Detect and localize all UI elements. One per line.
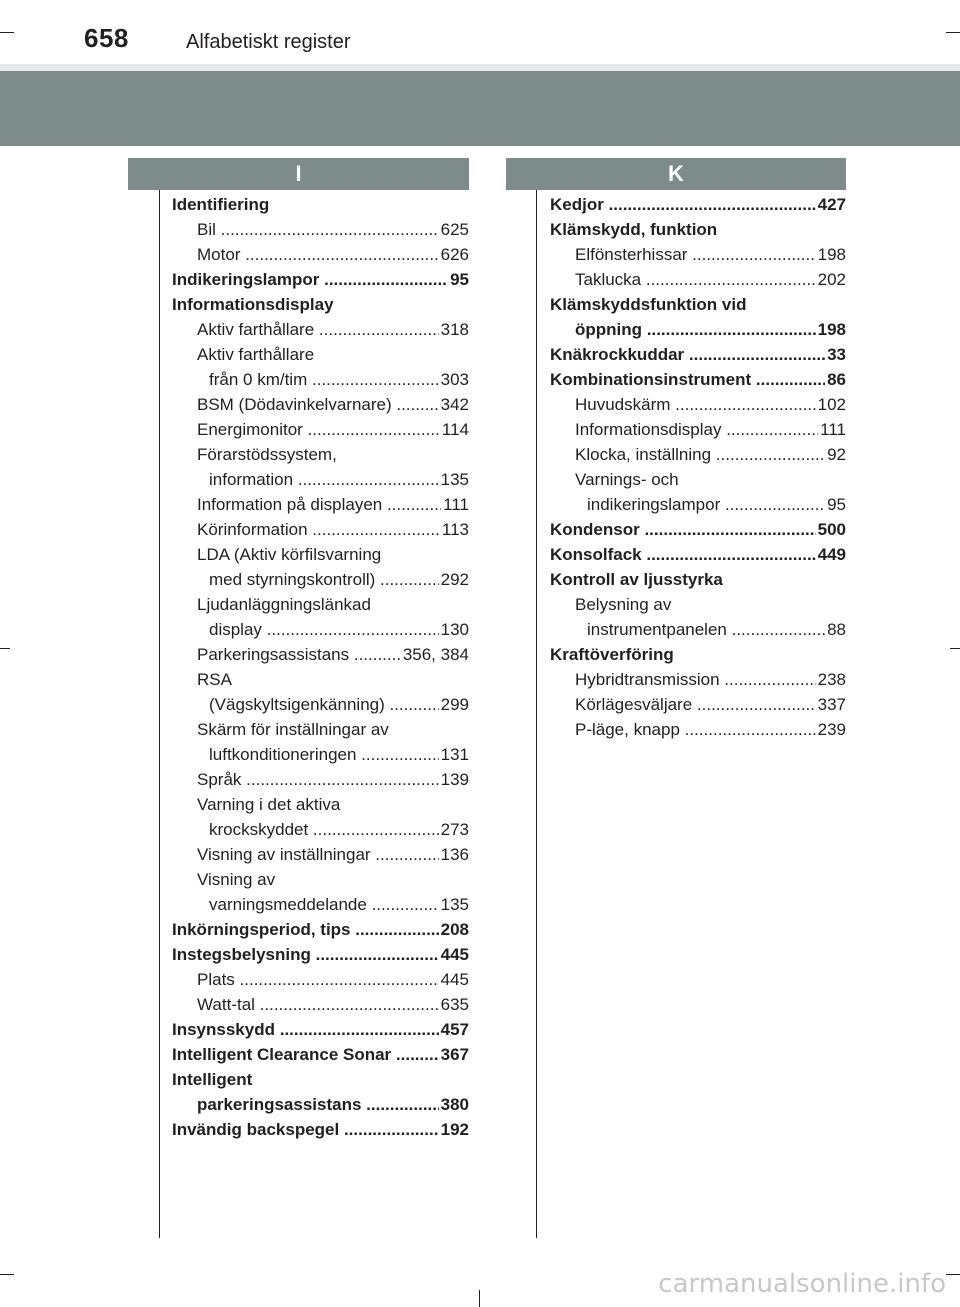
index-entry-label: Knäkrockkuddar ..... xyxy=(550,342,846,367)
watermark: carmanualsonline.info xyxy=(658,1269,946,1299)
index-entry xyxy=(172,667,469,692)
index-entry-page: 626 xyxy=(439,242,469,267)
index-entry-label: Kombinationsinstrument ..... xyxy=(550,367,846,392)
index-entry-page: 135 xyxy=(439,467,469,492)
index-entry-page: 111 xyxy=(818,417,846,442)
index-entry xyxy=(172,242,469,267)
index-entry xyxy=(172,442,469,467)
index-entry-label: Förarstödssystem, xyxy=(197,445,337,464)
index-entry xyxy=(172,342,469,367)
index-entry-label: P-läge, knapp ..... xyxy=(575,717,846,742)
index-entry xyxy=(550,567,846,592)
index-entry xyxy=(172,1042,469,1067)
index-entry xyxy=(172,792,469,817)
index-entry-label: med styrningskontroll) ..... xyxy=(209,567,469,592)
index-entry-page: 292 xyxy=(439,567,469,592)
index-entry-label: Belysning av xyxy=(575,595,672,614)
index-entry-page: 273 xyxy=(439,817,469,842)
index-entry-label: LDA (Aktiv körfilsvarning xyxy=(197,545,382,564)
index-entry xyxy=(172,567,469,592)
index-entry xyxy=(172,517,469,542)
index-entry-label: varningsmeddelande ..... xyxy=(209,892,469,917)
index-entry-page: 113 xyxy=(440,517,469,542)
index-entry xyxy=(172,417,469,442)
index-entry-page: 318 xyxy=(439,317,469,342)
right-column-rule xyxy=(536,190,537,1238)
index-entry-page: 457 xyxy=(439,1017,469,1042)
index-entry-label: Klocka, inställning ..... xyxy=(575,442,846,467)
index-entry xyxy=(172,1017,469,1042)
index-entry xyxy=(172,292,469,317)
crop-mark xyxy=(946,32,960,33)
index-entry-page: 198 xyxy=(816,242,846,267)
index-entry xyxy=(172,867,469,892)
index-entry xyxy=(550,717,846,742)
index-entry-page: 198 xyxy=(816,317,846,342)
index-entry xyxy=(550,342,846,367)
index-entry-page: 445 xyxy=(439,967,469,992)
index-entry-page: 299 xyxy=(439,692,469,717)
index-entry-page: 500 xyxy=(816,517,846,542)
index-entry-page: 102 xyxy=(816,392,846,417)
index-entry xyxy=(550,417,846,442)
index-entry xyxy=(550,392,846,417)
index-entry xyxy=(172,892,469,917)
page-number: 658 xyxy=(84,23,129,53)
letter-header-i: I xyxy=(128,158,469,190)
index-entry-page: 367 xyxy=(439,1042,469,1067)
index-entry-label: Körlägesväljare ..... xyxy=(575,692,846,717)
index-entry xyxy=(172,967,469,992)
index-entry-page: 635 xyxy=(439,992,469,1017)
index-entry xyxy=(550,592,846,617)
index-entry-page: 239 xyxy=(816,717,846,742)
index-entry xyxy=(550,242,846,267)
index-entry xyxy=(550,517,846,542)
index-entry xyxy=(550,267,846,292)
index-entry xyxy=(172,767,469,792)
index-entry-label: Parkeringsassistans ..... xyxy=(197,642,469,667)
index-entry-label: Watt-tal ..... xyxy=(197,992,469,1017)
crop-mark xyxy=(0,1274,14,1275)
index-entry-label: Aktiv farthållare xyxy=(197,345,315,364)
index-entry xyxy=(172,267,469,292)
index-entry-page: 130 xyxy=(439,617,469,642)
index-entry-page: 92 xyxy=(825,442,846,467)
crop-mark xyxy=(0,32,14,33)
index-entry-label: Körinformation ..... xyxy=(197,517,469,542)
index-entry-page: 111 xyxy=(441,492,469,517)
index-entry xyxy=(172,692,469,717)
index-entry xyxy=(550,192,846,217)
index-entry xyxy=(172,717,469,742)
index-entry xyxy=(172,917,469,942)
index-entry-page: 33 xyxy=(825,342,846,367)
index-entry xyxy=(172,467,469,492)
index-entry-label: öppning ..... xyxy=(575,317,846,342)
index-entry-label: BSM (Dödavinkelvarnare) ..... xyxy=(197,392,469,417)
index-column-k xyxy=(550,192,846,742)
index-entry-page: 131 xyxy=(439,742,469,767)
index-entry-label: Klämskyddsfunktion vid xyxy=(550,295,747,314)
index-entry-page: 114 xyxy=(440,417,469,442)
index-entry-label: Intelligent Clearance Sonar ..... xyxy=(172,1042,469,1067)
index-entry-label: från 0 km/tim ..... xyxy=(209,367,469,392)
index-entry-label: Informationsdisplay xyxy=(172,295,334,314)
index-entry xyxy=(550,667,846,692)
index-entry-label: Insynsskydd ..... xyxy=(172,1017,469,1042)
index-entry-label: Konsolfack ..... xyxy=(550,542,846,567)
index-entry-label: Kedjor ..... xyxy=(550,192,846,217)
index-entry-label: Skärm för inställningar av xyxy=(197,720,389,739)
index-entry-page: 136 xyxy=(439,842,469,867)
index-entry-label: Varning i det aktiva xyxy=(197,795,341,814)
index-entry-page: 427 xyxy=(816,192,846,217)
index-entry xyxy=(172,617,469,642)
crop-mark xyxy=(0,648,10,649)
index-entry-label: Ljudanläggningslänkad xyxy=(197,595,371,614)
index-entry-page: 88 xyxy=(825,617,846,642)
index-entry xyxy=(172,392,469,417)
crop-mark xyxy=(946,1274,960,1275)
index-entry xyxy=(550,617,846,642)
index-entry xyxy=(172,742,469,767)
index-entry xyxy=(172,542,469,567)
index-entry-page: 202 xyxy=(816,267,846,292)
index-entry-label: Huvudskärm ..... xyxy=(575,392,846,417)
index-entry-label: Kontroll av ljusstyrka xyxy=(550,570,723,589)
index-entry xyxy=(550,317,846,342)
index-entry-page: 445 xyxy=(439,942,469,967)
header-banner xyxy=(0,71,960,146)
index-entry xyxy=(172,217,469,242)
index-entry-label: Inkörningsperiod, tips ..... xyxy=(172,917,469,942)
index-entry xyxy=(550,542,846,567)
index-entry-label: Visning av inställningar ..... xyxy=(197,842,469,867)
letter-header-k: K xyxy=(506,158,846,190)
index-entry-label: luftkonditioneringen ..... xyxy=(209,742,469,767)
index-entry-label: Invändig backspegel ..... xyxy=(172,1117,469,1142)
index-entry-label: parkeringsassistans ..... xyxy=(197,1092,469,1117)
index-entry-page: 337 xyxy=(816,692,846,717)
header-rule xyxy=(0,64,960,71)
index-entry-label: Identifiering xyxy=(172,195,270,214)
index-entry-label: Hybridtransmission ..... xyxy=(575,667,846,692)
index-entry-page: 86 xyxy=(825,367,846,392)
index-entry xyxy=(550,367,846,392)
index-entry-page: 95 xyxy=(825,492,846,517)
index-entry-label: Motor ..... xyxy=(197,242,469,267)
index-entry xyxy=(550,442,846,467)
index-entry xyxy=(172,1067,469,1092)
index-entry-label: Klämskydd, funktion xyxy=(550,220,718,239)
index-entry-label: krockskyddet ..... xyxy=(209,817,469,842)
index-entry-page: 139 xyxy=(439,767,469,792)
index-entry-page: 356, 384 xyxy=(401,642,469,667)
index-entry-label: Elfönsterhissar ..... xyxy=(575,242,846,267)
index-entry-label: Energimonitor ..... xyxy=(197,417,469,442)
index-entry xyxy=(172,942,469,967)
index-entry xyxy=(550,492,846,517)
index-entry-label: Bil ..... xyxy=(197,217,469,242)
index-entry-label: Kraftöverföring xyxy=(550,645,674,664)
index-entry-page: 449 xyxy=(816,542,846,567)
index-entry-label: Instegsbelysning ..... xyxy=(172,942,469,967)
index-entry xyxy=(550,642,846,667)
index-entry-label: Plats ..... xyxy=(197,967,469,992)
index-entry-label: display ..... xyxy=(209,617,469,642)
index-entry xyxy=(172,367,469,392)
index-entry-page: 238 xyxy=(816,667,846,692)
index-entry-label: instrumentpanelen ..... xyxy=(587,617,846,642)
page-header xyxy=(0,0,960,64)
index-entry-label: Aktiv farthållare ..... xyxy=(197,317,469,342)
index-entry-label: Informationsdisplay ..... xyxy=(575,417,846,442)
index-entry-page: 135 xyxy=(439,892,469,917)
index-entry xyxy=(172,492,469,517)
index-entry xyxy=(172,1092,469,1117)
index-entry-label: Information på displayen ..... xyxy=(197,492,469,517)
index-entry xyxy=(172,317,469,342)
section-title: Alfabetiskt register xyxy=(186,31,351,53)
index-entry-page: 342 xyxy=(439,392,469,417)
index-entry-page: 303 xyxy=(439,367,469,392)
index-entry-label: Visning av xyxy=(197,870,276,889)
index-entry-page: 208 xyxy=(439,917,469,942)
index-entry-label: Intelligent xyxy=(172,1070,253,1089)
index-entry-label: RSA xyxy=(197,670,232,689)
index-entry-label: Språk ..... xyxy=(197,767,469,792)
index-entry xyxy=(172,817,469,842)
index-column-i xyxy=(172,192,469,1142)
index-entry xyxy=(172,642,469,667)
index-entry xyxy=(172,992,469,1017)
crop-mark xyxy=(479,1290,480,1307)
index-entry xyxy=(172,842,469,867)
index-entry-page: 625 xyxy=(439,217,469,242)
index-entry-label: Taklucka ..... xyxy=(575,267,846,292)
index-entry-label: Varnings- och xyxy=(575,470,679,489)
index-entry-label: Kondensor ..... xyxy=(550,517,846,542)
crop-mark xyxy=(950,648,960,649)
index-entry xyxy=(550,217,846,242)
index-entry xyxy=(550,467,846,492)
index-entry xyxy=(550,692,846,717)
index-entry-label: (Vägskyltsigenkänning) ..... xyxy=(209,692,469,717)
index-entry xyxy=(172,592,469,617)
index-entry xyxy=(172,192,469,217)
index-entry-page: 95 xyxy=(448,267,469,292)
index-entry-label: information ..... xyxy=(209,467,469,492)
index-entry-page: 192 xyxy=(439,1117,469,1142)
index-entry-label: indikeringslampor ..... xyxy=(587,492,846,517)
index-entry-label: Indikeringslampor ..... xyxy=(172,267,469,292)
index-entry xyxy=(172,1117,469,1142)
index-entry-page: 380 xyxy=(439,1092,469,1117)
left-column-rule xyxy=(159,190,160,1238)
index-entry xyxy=(550,292,846,317)
